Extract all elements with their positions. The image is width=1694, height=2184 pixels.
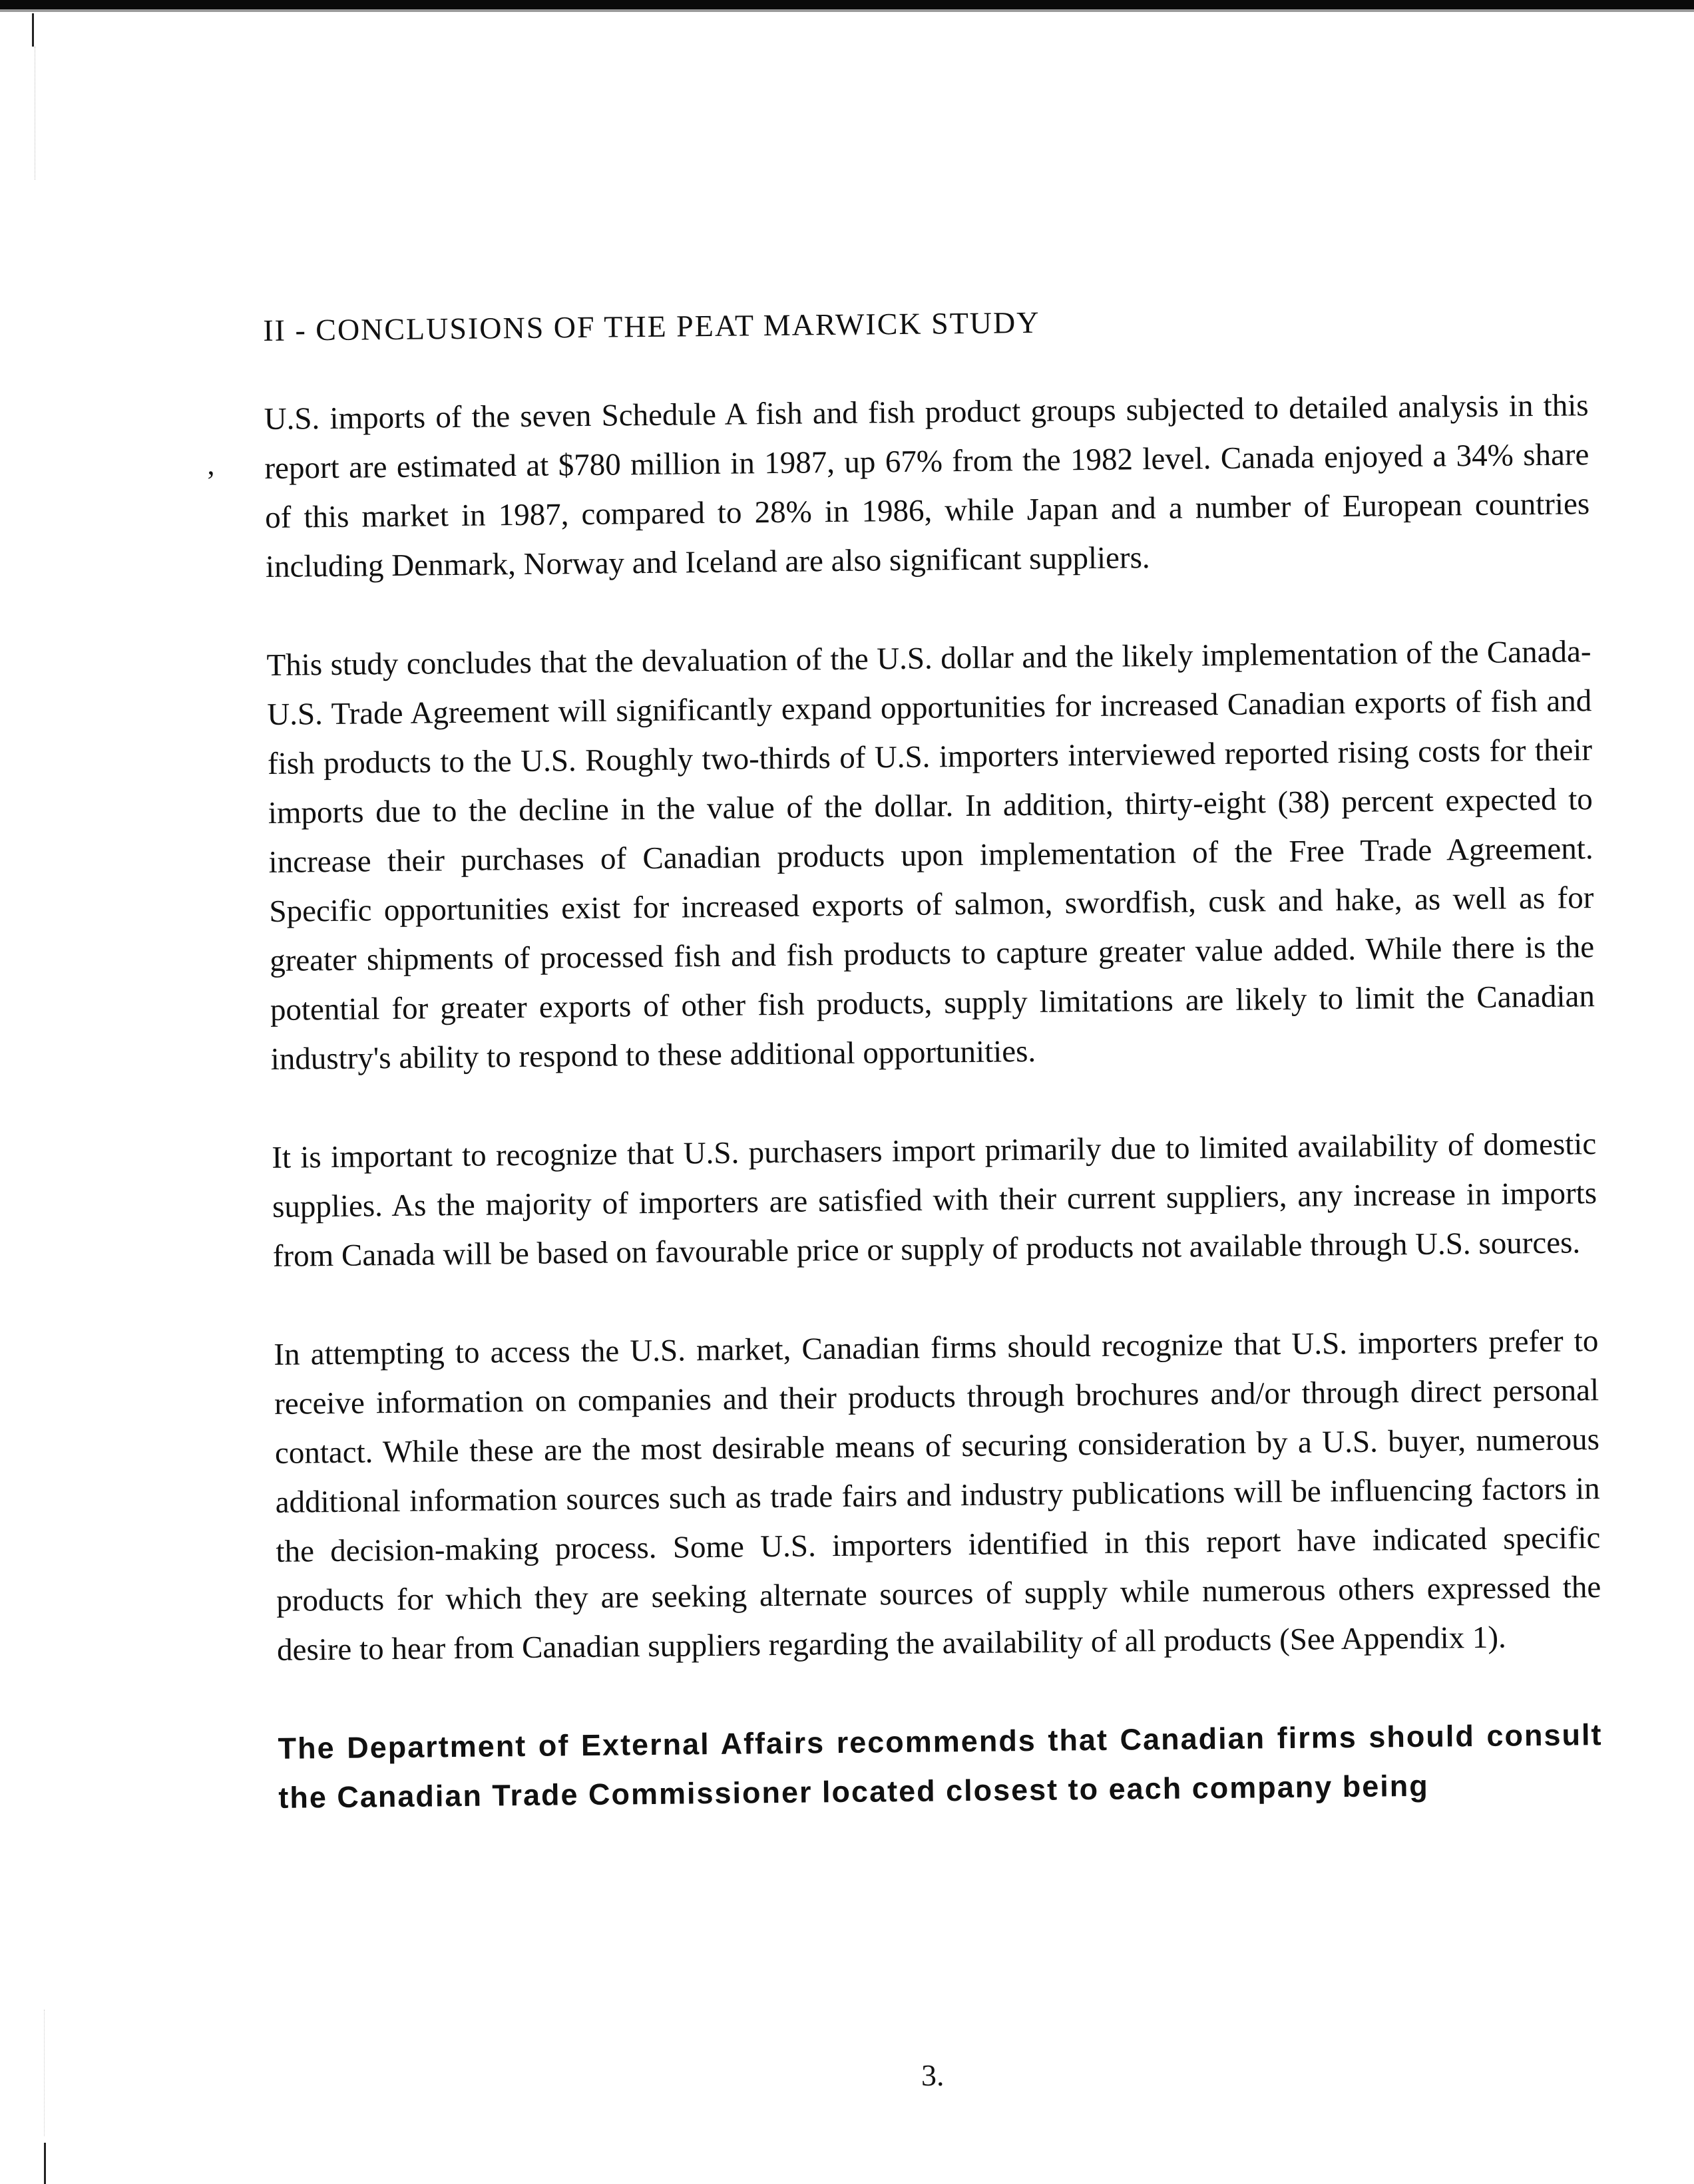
document-body bbox=[207, 299, 1603, 1823]
paragraph-market-access: In attempting to access the U.S. market, Canadian firms should recognize that U.S. importers prefer to receive information on companies and their products through brochures and/or through direct personal contact. While these are the most desirable means of securing consideration by a U.S. buyer, numerous additional information sources such as trade fairs and industry publications will be influencing factors in the decision-making process. Some U.S. importers identified in this report have indicated specific products for which they are seeking alternate sources of supply while numerous others expressed the desire to hear from Canadian suppliers regarding the availability of all products (See Appendix 1). bbox=[274, 1324, 1601, 1668]
page-number: 3. bbox=[921, 2058, 945, 2092]
scan-top-edge bbox=[0, 0, 1694, 9]
paragraph-imports: U.S. imports of the seven Schedule A fish and fish product groups subjected to detailed analysis in this report are estimated at $780 million in 1987, up 67% from the 1982 level. Canada enjoyed a 34% share of this market in 1987, compared to 28% in 1986, while Japan and a number of European countries including Denmark, Norway and Iceland are also significant suppliers. bbox=[264, 388, 1590, 584]
scan-top-shadow bbox=[0, 9, 1694, 12]
scan-left-tick bbox=[32, 13, 34, 47]
scan-left-dots bbox=[35, 47, 36, 180]
scan-bottom-dots bbox=[44, 2010, 45, 2136]
section-heading: II - CONCLUSIONS OF THE PEAT MARWICK STUDY bbox=[263, 305, 1040, 347]
margin-mark: , bbox=[207, 448, 215, 481]
scan-bottom-left-mark bbox=[44, 2143, 46, 2184]
paragraph-domestic-supplies: It is important to recognize that U.S. purchasers import primarily due to limited availability of domestic supplies. As the majority of importers are satisfied with their current suppliers, any increase in imports from Canada will be based on favourable price or supply of products not available through U.S. sources. bbox=[272, 1127, 1597, 1274]
paragraph-study-conclusions: This study concludes that the devaluation of the U.S. dollar and the likely implementation of the Canada-U.S. Trade Agreement will significantly expand opportunities for increased Canadian exports of fish and fish products to the U.S. Roughly two-thirds of U.S. importers interviewed reported rising costs for their imports due to the decline in the value of the dollar. In addition, thirty-eight (38) percent expected to increase their purchases of Canadian products upon implementation of the Free Trade Agreement. Specific opportunities exist for increased exports of salmon, swordfish, cusk and hake, as well as for greater shipments of processed fish and fish products to capture greater value added. While there is the potential for greater exports of other fish products, supply limitations are likely to limit the Canadian industry's ability to respond to these additional opportunities. bbox=[266, 634, 1595, 1077]
paragraph-recommendation: The Department of External Affairs recommends that Canadian firms should consult the Canadian Trade Commissioner located closest to each company being bbox=[278, 1718, 1603, 1815]
